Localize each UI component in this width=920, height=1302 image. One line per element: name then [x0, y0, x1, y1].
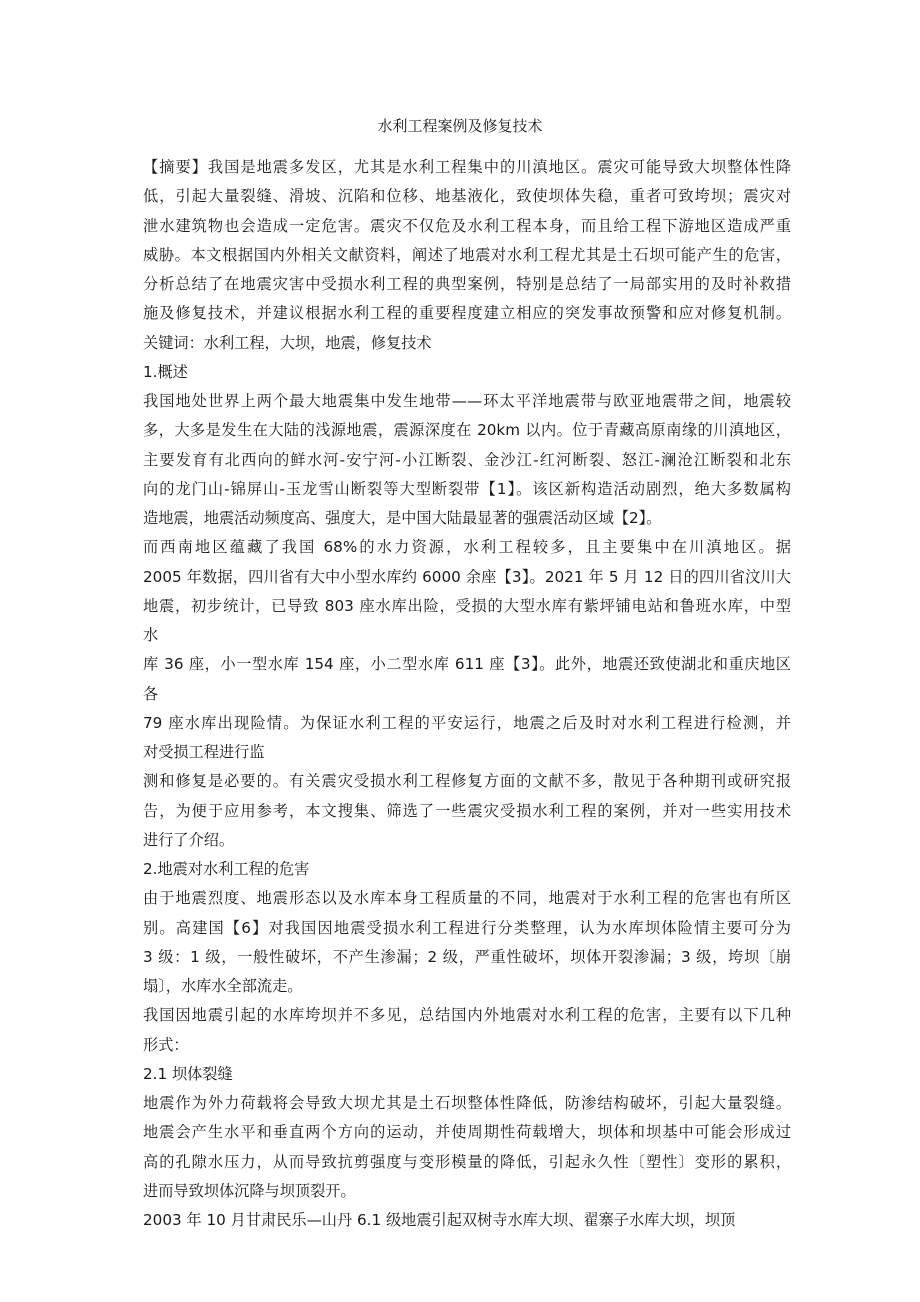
paragraph-line: 水: [143, 626, 159, 644]
paragraph-line: 3 级：1 级，一般性破坏，不产生渗漏；2 级，严重性破坏，坝体开裂渗漏；3 级，垮坝〔崩: [143, 947, 791, 966]
paragraph-line: 测和修复是必要的。有关震灾受损水利工程修复方面的文献不多，散见于各种期刊或研究报: [143, 772, 791, 791]
abstract-line: 施及修复技术，并建议根据水利工程的重要程度建立相应的突发事故预警和应对修复机制。: [143, 304, 791, 323]
paragraph-line: 我国地处世界上两个最大地震集中发生地带——环太平洋地震带与欧亚地震带之间，地震较: [143, 392, 791, 410]
abstract-line: 分析总结了在地震灾害中受损水利工程的典型案例，特别是总结了一局部实用的及时补救措: [143, 275, 791, 293]
paragraph-line: 告，为便于应用参考，本文搜集、筛选了一些震灾受损水利工程的案例，并对一些实用技术: [143, 801, 791, 820]
paragraph-line: 库 36 座，小一型水库 154 座，小二型水库 611 座【3】。此外，地震还致使湖北和重庆地区: [143, 655, 791, 674]
paragraph-line: 我国因地震引起的水库垮坝并不多见，总结国内外地震对水利工程的危害，主要有以下几种: [143, 1006, 791, 1025]
abstract-line: 泄水建筑物也会造成一定危害。震灾不仅危及水利工程本身，而且给工程下游地区造成严重: [143, 216, 791, 235]
section-heading: 2.1 坝体裂缝: [143, 1064, 233, 1083]
paragraph-line: 高的孔隙水压力，从而导致抗剪强度与变形模量的降低，引起永久性〔塑性〕变形的累积，: [143, 1152, 791, 1171]
paragraph-line: 79 座水库出现险情。为保证水利工程的平安运行，地震之后及时对水利工程进行检测，并: [143, 713, 791, 732]
paragraph-line: 多，大多是发生在大陆的浅源地震，震源深度在 20km 以内。位于青藏高原南缘的川滇地区，: [143, 421, 791, 440]
section-heading: 1.概述: [143, 362, 188, 381]
paragraph-line: 地震，初步统计，已导致 803 座水库出险，受损的大型水库有紫坪铺电站和鲁班水库，中型: [143, 596, 791, 615]
paragraph-line: 由于地震烈度、地震形态以及水库本身工程质量的不同，地震对于水利工程的危害也有所区: [143, 889, 791, 908]
paragraph-line: 而西南地区蕴藏了我国 68%的水力资源，水利工程较多，且主要集中在川滇地区。据: [143, 538, 791, 557]
abstract-line: 低，引起大量裂缝、滑坡、沉陷和位移、地基液化，致使坝体失稳，重者可致垮坝；震灾对: [143, 187, 791, 206]
paragraph-line: 2005 年数据，四川省有大中小型水库约 6000 余座【3】。2021 年 5 月 12 日的四川省汶川大: [143, 567, 791, 586]
paragraph-line: 造地震，地震活动频度高、强度大，是中国大陆最显著的强震活动区域【2】。: [143, 509, 662, 527]
paragraph-line: 地震会产生水平和垂直两个方向的运动，并使周期性荷载增大，坝体和坝基中可能会形成过: [143, 1123, 791, 1142]
paragraph-line: 主要发育有北西向的鲜水河-安宁河-小江断裂、金沙江-红河断裂、怒江-澜沧江断裂和北东: [143, 450, 791, 469]
paragraph-line: 塌〕，水库水全部流走。: [143, 977, 303, 995]
paragraph-line: 别。高建国【6】对我国因地震受损水利工程进行分类整理，认为水库坝体险情主要可分为: [143, 918, 791, 937]
paragraph-line: 各: [143, 684, 159, 703]
paragraph-line: 进而导致坝体沉降与坝顶裂开。: [143, 1181, 356, 1200]
paragraph-line: 2003 年 10 月甘肃民乐—山丹 6.1 级地震引起双树寺水库大坝、翟寨子水库大坝，坝顶: [143, 1211, 736, 1229]
paragraph-line: 进行了介绍。: [143, 830, 235, 849]
abstract-line: 威胁。本文根据国内外相关文献资料，阐述了地震对水利工程尤其是土石坝可能产生的危害，: [143, 245, 791, 264]
paragraph-line: 地震作为外力荷载将会导致大坝尤其是土石坝整体性降低，防渗结构破坏，引起大量裂缝。: [143, 1094, 791, 1112]
keywords-line: 关键词：水利工程，大坝，地震，修复技术: [143, 333, 432, 352]
paragraph-line: 对受损工程进行监: [143, 743, 265, 761]
document-title: 水利工程案例及修复技术: [377, 117, 543, 135]
abstract-line: 【摘要】我国是地震多发区，尤其是水利工程集中的川滇地区。震灾可能导致大坝整体性降: [143, 158, 791, 176]
paragraph-line: 向的龙门山-锦屏山-玉龙雪山断裂等大型断裂带【1】。该区新构造活动剧烈，绝大多数属构: [143, 479, 791, 498]
paragraph-line: 形式：: [143, 1035, 189, 1054]
section-heading: 2.地震对水利工程的危害: [143, 860, 310, 878]
document-body: [143, 153, 791, 1235]
